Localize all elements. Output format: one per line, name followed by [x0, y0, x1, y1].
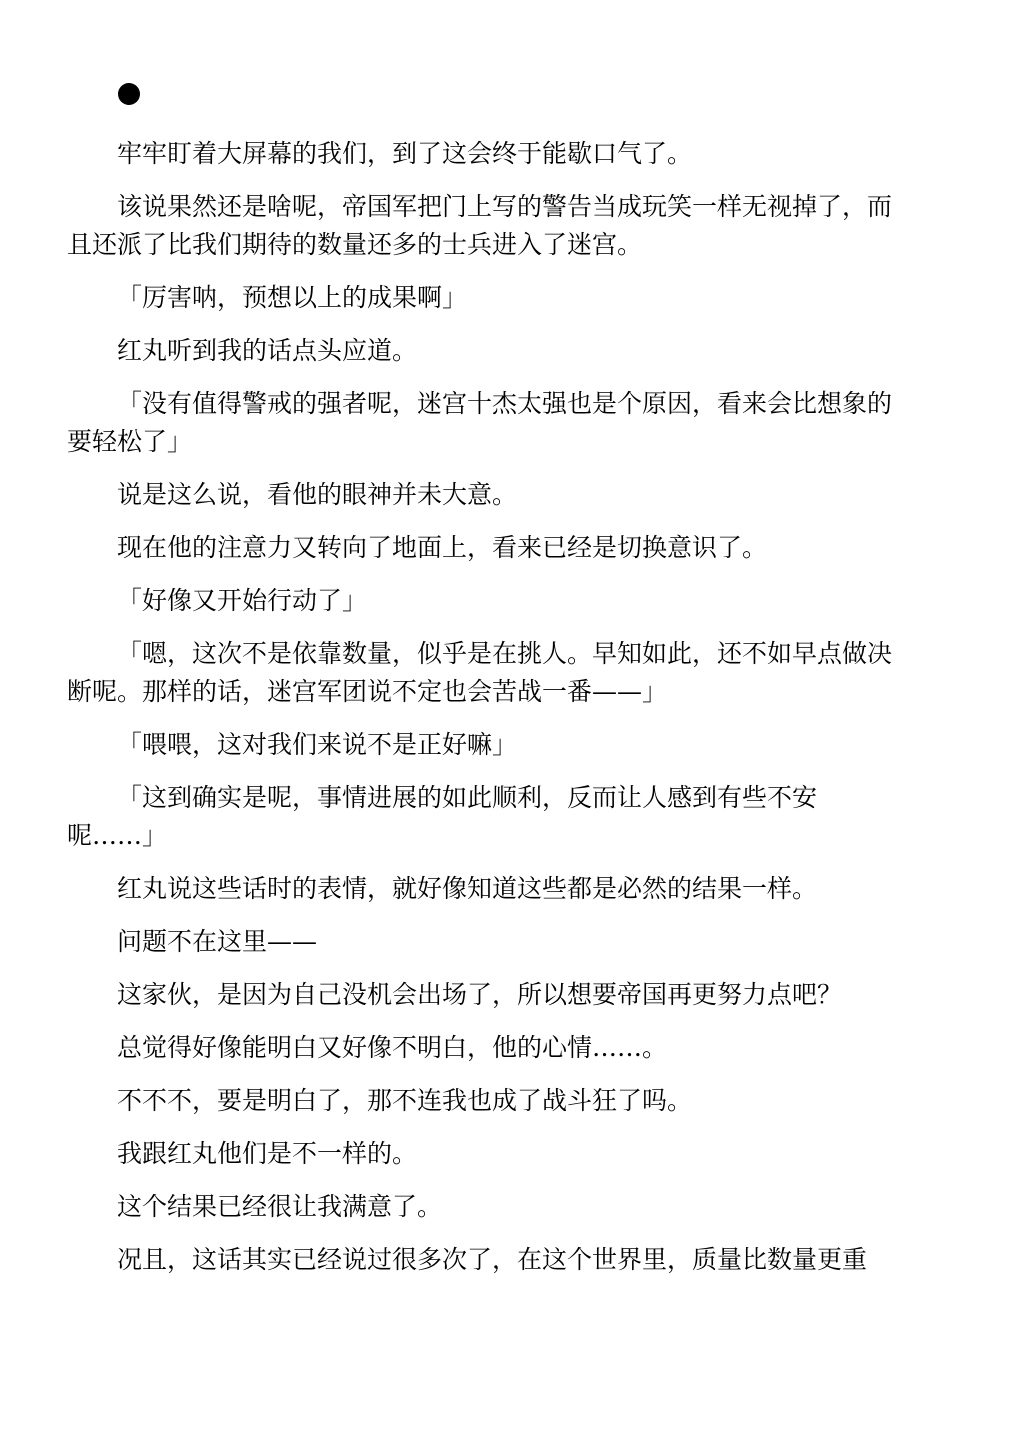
paragraph: 「这到确实是呢，事情进展的如此顺利，反而让人感到有些不安 呢……」	[67, 783, 818, 850]
paragraph: 「好像又开始行动了」	[117, 586, 368, 615]
paragraph: 不不不，要是明白了，那不连我也成了战斗狂了吗。	[117, 1086, 693, 1115]
paragraph: 「没有值得警戒的强者呢，迷宫十杰太强也是个原因，看来会比想象的 要轻松了」	[67, 389, 893, 456]
paragraph: 牢牢盯着大屏幕的我们，到了这会终于能歇口气了。	[117, 139, 693, 168]
paragraph: 红丸听到我的话点头应道。	[117, 336, 418, 365]
paragraph: 问题不在这里——	[117, 927, 318, 956]
paragraph: 红丸说这些话时的表情，就好像知道这些都是必然的结果一样。	[117, 874, 818, 903]
paragraph: 说是这么说，看他的眼神并未大意。	[117, 480, 518, 509]
paragraph: 「喂喂，这对我们来说不是正好嘛」	[117, 730, 518, 759]
paragraph: 这家伙，是因为自己没机会出场了，所以想要帝国再更努力点吧？	[117, 980, 843, 1009]
paragraph: 况且，这话其实已经说过很多次了，在这个世界里，质量比数量更重	[117, 1245, 868, 1274]
paragraph: 总觉得好像能明白又好像不明白，他的心情……。	[117, 1033, 668, 1062]
body-text	[67, 135, 929, 1294]
section-bullet-icon	[118, 83, 140, 105]
paragraph: 这个结果已经很让我满意了。	[117, 1192, 443, 1221]
paragraph: 「厉害呐，预想以上的成果啊」	[117, 283, 468, 312]
paragraph: 现在他的注意力又转向了地面上，看来已经是切换意识了。	[117, 533, 768, 562]
paragraph: 我跟红丸他们是不一样的。	[117, 1139, 418, 1168]
paragraph: 「嗯，这次不是依靠数量，似乎是在挑人。早知如此，还不如早点做决 断呢。那样的话，迷宫军团说不定也会苦战一番——」	[67, 639, 893, 706]
paragraph: 该说果然还是啥呢，帝国军把门上写的警告当成玩笑一样无视掉了，而 且还派了比我们期待的数量还多的士兵进入了迷宫。	[67, 192, 893, 259]
